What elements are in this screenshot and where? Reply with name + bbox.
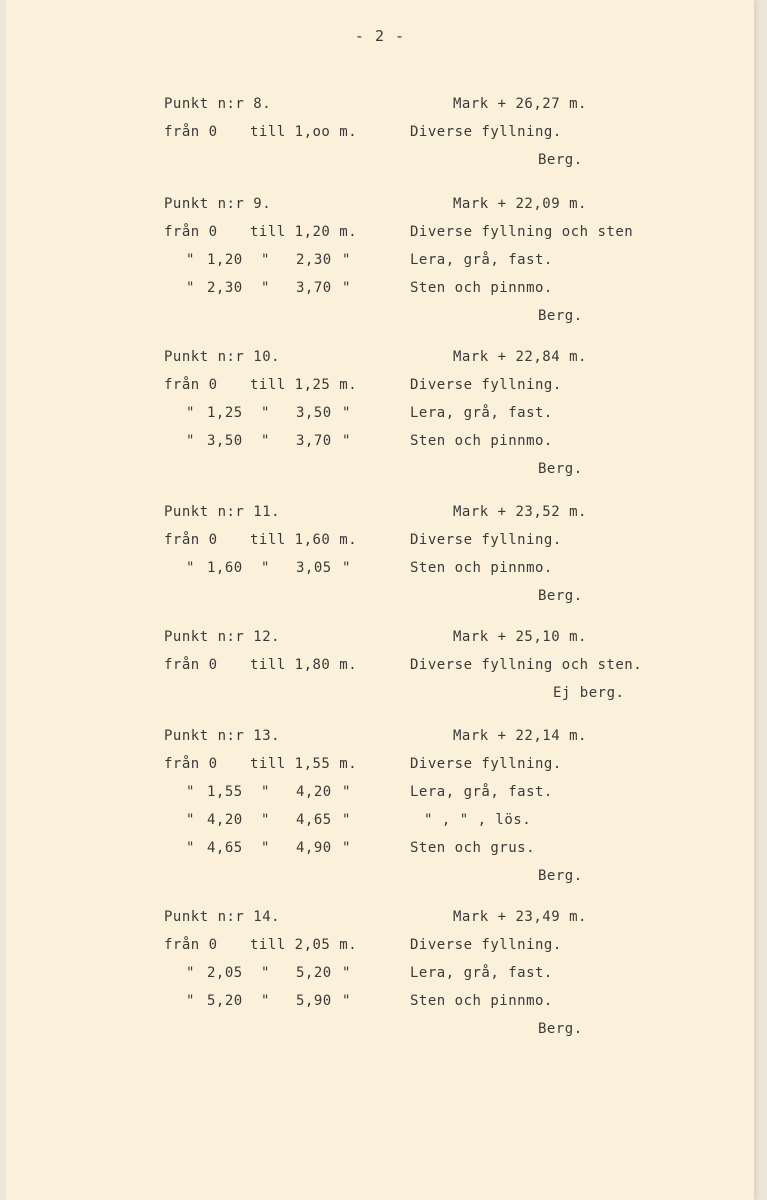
soil-description: Sten och pinnmo. — [410, 433, 553, 449]
punkt-header — [6, 909, 754, 931]
depth-to: 3,70 — [296, 280, 332, 296]
layer-row — [6, 252, 754, 274]
depth-from: 2,05 — [207, 965, 243, 981]
soil-description: Diverse fyllning. — [410, 756, 562, 772]
ditto-mark: " — [342, 965, 351, 981]
depth-to: 5,90 — [296, 993, 332, 1009]
mark-level: Mark + 26,27 m. — [453, 96, 587, 112]
mark-level: Mark + 22,14 m. — [453, 728, 587, 744]
layer-row — [6, 377, 754, 399]
depth-from: från 0 — [164, 937, 218, 953]
ditto-mark: " — [261, 965, 270, 981]
depth-from: 1,20 — [207, 252, 243, 268]
layer-row — [6, 657, 754, 679]
ditto-mark: " — [186, 993, 195, 1009]
depth-from: från 0 — [164, 377, 218, 393]
layer-row — [6, 784, 754, 806]
layer-row — [6, 532, 754, 554]
end-row — [6, 685, 754, 707]
soil-description: Diverse fyllning. — [410, 532, 562, 548]
soil-description: Diverse fyllning. — [410, 937, 562, 953]
depth-to: till 1,20 m. — [250, 224, 358, 240]
ditto-mark: " — [186, 433, 195, 449]
end-row — [6, 152, 754, 174]
ditto-mark: " — [261, 252, 270, 268]
depth-to: till 1,55 m. — [250, 756, 358, 772]
depth-from: från 0 — [164, 756, 218, 772]
punkt-header — [6, 96, 754, 118]
punkt-title: Punkt n:r 8. — [164, 96, 272, 112]
punkt-header — [6, 629, 754, 651]
ditto-mark: " — [261, 405, 270, 421]
end-note: Berg. — [538, 461, 583, 477]
soil-description: Sten och grus. — [410, 840, 536, 856]
end-note: Berg. — [538, 1021, 583, 1037]
layer-row — [6, 405, 754, 427]
ditto-mark: " — [342, 560, 351, 576]
soil-description: Sten och pinnmo. — [410, 560, 553, 576]
depth-to: 3,50 — [296, 405, 332, 421]
ditto-mark: " — [261, 560, 270, 576]
punkt-title: Punkt n:r 9. — [164, 196, 272, 212]
depth-to: 3,05 — [296, 560, 332, 576]
mark-level: Mark + 25,10 m. — [453, 629, 587, 645]
ditto-mark: " — [342, 252, 351, 268]
ditto-mark: " — [342, 840, 351, 856]
ditto-mark: " — [261, 840, 270, 856]
ditto-mark: " — [186, 840, 195, 856]
soil-description: Diverse fyllning. — [410, 377, 562, 393]
depth-from: 2,30 — [207, 280, 243, 296]
depth-from: 1,60 — [207, 560, 243, 576]
ditto-mark: " — [342, 280, 351, 296]
depth-to: 3,70 — [296, 433, 332, 449]
mark-level: Mark + 22,09 m. — [453, 196, 587, 212]
ditto-mark: " — [186, 812, 195, 828]
soil-description: Lera, grå, fast. — [410, 405, 553, 421]
soil-description: Diverse fyllning och sten — [410, 224, 634, 240]
ditto-mark: " — [261, 784, 270, 800]
end-note: Berg. — [538, 868, 583, 884]
soil-description: " , " , lös. — [424, 812, 532, 828]
punkt-header — [6, 728, 754, 750]
punkt-title: Punkt n:r 14. — [164, 909, 281, 925]
end-row — [6, 308, 754, 330]
ditto-mark: " — [342, 993, 351, 1009]
depth-from: 1,25 — [207, 405, 243, 421]
depth-to: 2,30 — [296, 252, 332, 268]
end-row — [6, 868, 754, 890]
layer-row — [6, 993, 754, 1015]
mark-level: Mark + 22,84 m. — [453, 349, 587, 365]
ditto-mark: " — [186, 252, 195, 268]
depth-from: 3,50 — [207, 433, 243, 449]
end-note: Ej berg. — [553, 685, 625, 701]
layer-row — [6, 965, 754, 987]
depth-from: från 0 — [164, 657, 218, 673]
punkt-title: Punkt n:r 11. — [164, 504, 281, 520]
end-row — [6, 1021, 754, 1043]
ditto-mark: " — [186, 280, 195, 296]
layer-row — [6, 812, 754, 834]
depth-from: från 0 — [164, 124, 218, 140]
layer-row — [6, 124, 754, 146]
soil-description: Sten och pinnmo. — [410, 280, 553, 296]
depth-to: 5,20 — [296, 965, 332, 981]
ditto-mark: " — [261, 433, 270, 449]
ditto-mark: " — [342, 812, 351, 828]
soil-description: Sten och pinnmo. — [410, 993, 553, 1009]
ditto-mark: " — [261, 280, 270, 296]
ditto-mark: " — [186, 784, 195, 800]
ditto-mark: " — [186, 560, 195, 576]
depth-from: 4,20 — [207, 812, 243, 828]
punkt-header — [6, 349, 754, 371]
end-note: Berg. — [538, 588, 583, 604]
depth-to: till 2,05 m. — [250, 937, 358, 953]
layer-row — [6, 756, 754, 778]
document-page — [6, 0, 754, 1200]
ditto-mark: " — [186, 965, 195, 981]
soil-description: Lera, grå, fast. — [410, 965, 553, 981]
end-row — [6, 588, 754, 610]
layer-row — [6, 280, 754, 302]
layer-row — [6, 840, 754, 862]
soil-description: Lera, grå, fast. — [410, 784, 553, 800]
depth-from: från 0 — [164, 532, 218, 548]
layer-row — [6, 433, 754, 455]
layer-row — [6, 560, 754, 582]
depth-to: 4,65 — [296, 812, 332, 828]
punkt-title: Punkt n:r 13. — [164, 728, 281, 744]
mark-level: Mark + 23,52 m. — [453, 504, 587, 520]
depth-to: 4,20 — [296, 784, 332, 800]
depth-from: 4,65 — [207, 840, 243, 856]
soil-description: Diverse fyllning och sten. — [410, 657, 643, 673]
ditto-mark: " — [342, 433, 351, 449]
depth-from: från 0 — [164, 224, 218, 240]
depth-to: till 1,60 m. — [250, 532, 358, 548]
ditto-mark: " — [261, 993, 270, 1009]
depth-to: 4,90 — [296, 840, 332, 856]
punkt-header — [6, 196, 754, 218]
ditto-mark: " — [186, 405, 195, 421]
depth-to: till 1,25 m. — [250, 377, 358, 393]
punkt-header — [6, 504, 754, 526]
layer-row — [6, 224, 754, 246]
page-number: - 2 - — [354, 27, 406, 45]
soil-description: Lera, grå, fast. — [410, 252, 553, 268]
ditto-mark: " — [261, 812, 270, 828]
end-note: Berg. — [538, 308, 583, 324]
ditto-mark: " — [342, 405, 351, 421]
end-note: Berg. — [538, 152, 583, 168]
depth-from: 5,20 — [207, 993, 243, 1009]
ditto-mark: " — [342, 784, 351, 800]
end-row — [6, 461, 754, 483]
mark-level: Mark + 23,49 m. — [453, 909, 587, 925]
punkt-title: Punkt n:r 10. — [164, 349, 281, 365]
depth-to: till 1,oo m. — [250, 124, 358, 140]
layer-row — [6, 937, 754, 959]
depth-to: till 1,80 m. — [250, 657, 358, 673]
punkt-title: Punkt n:r 12. — [164, 629, 281, 645]
depth-from: 1,55 — [207, 784, 243, 800]
soil-description: Diverse fyllning. — [410, 124, 562, 140]
